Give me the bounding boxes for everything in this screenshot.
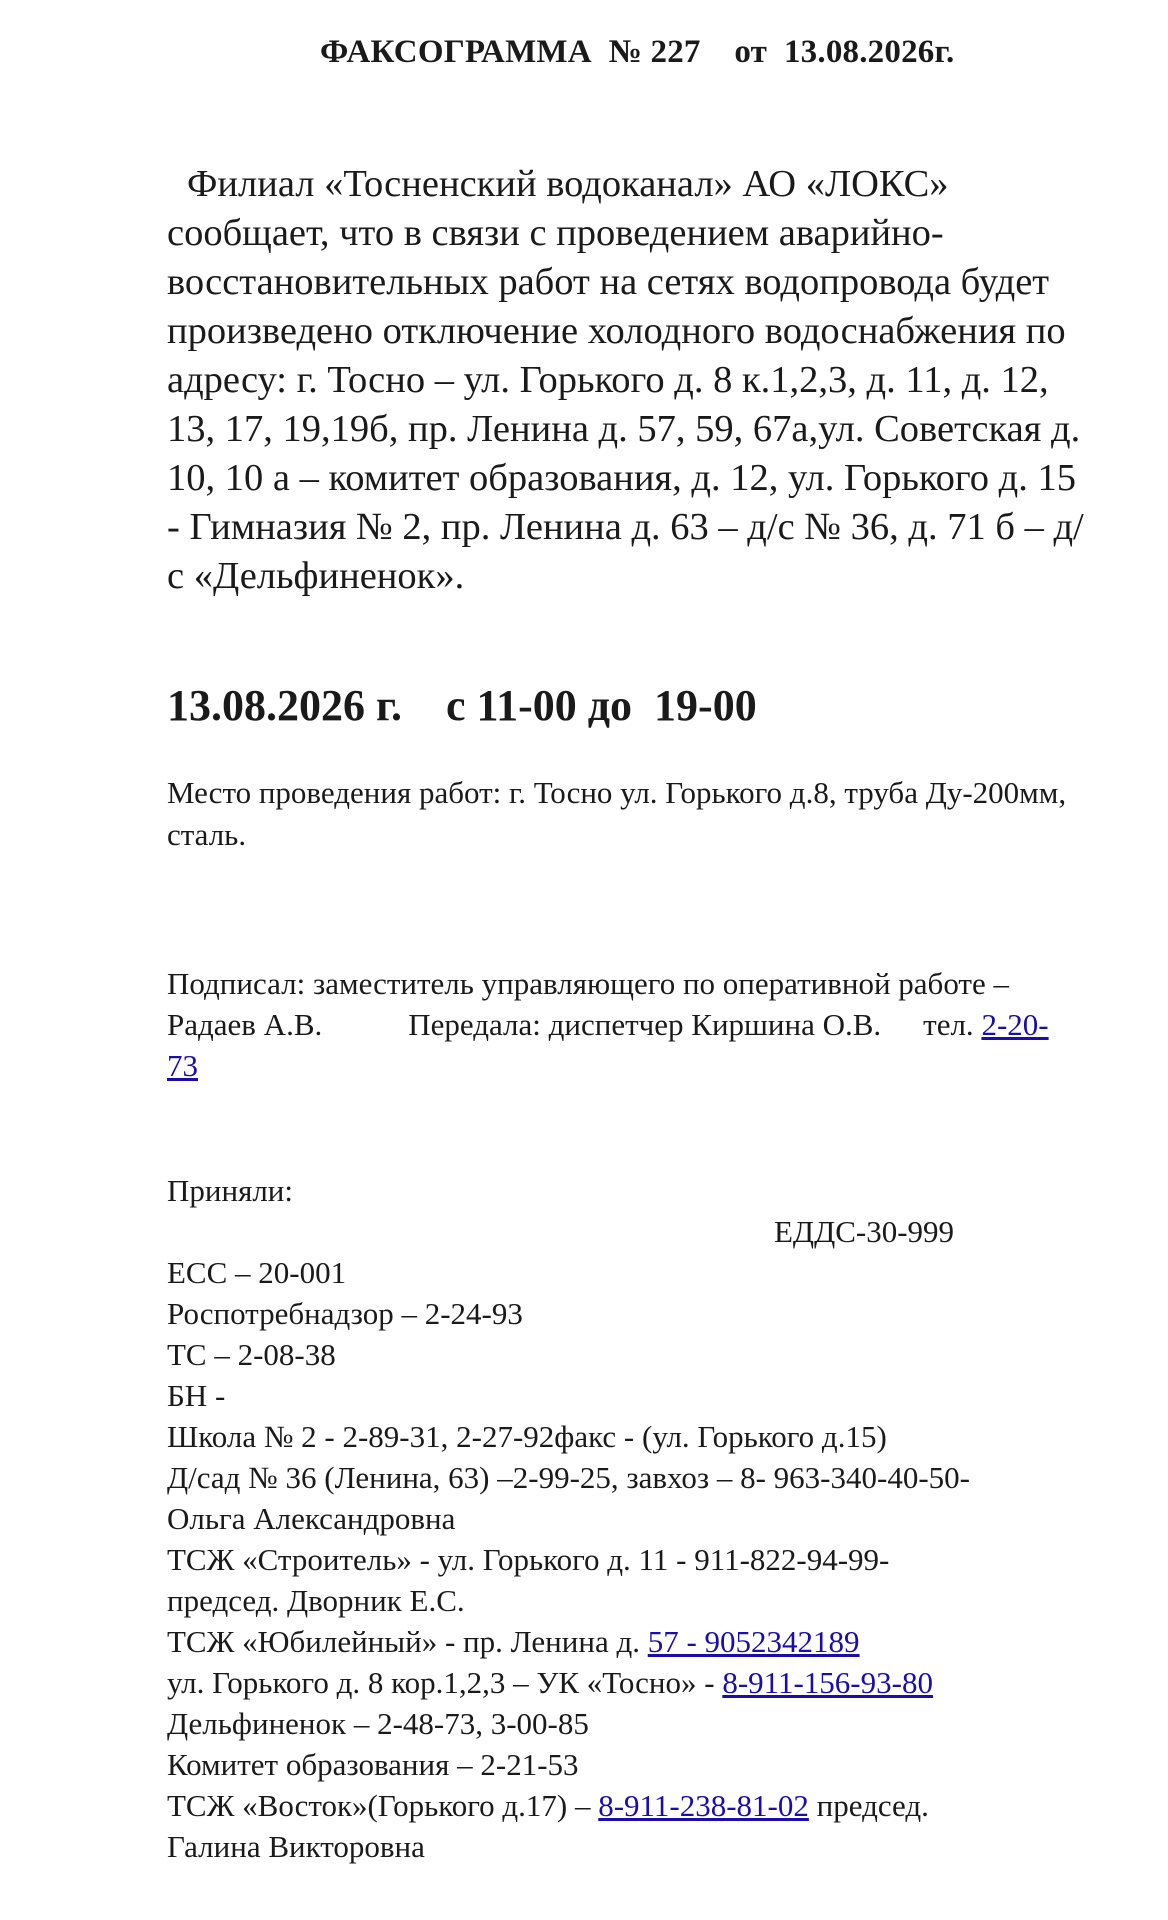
- contact-line: Д/сад № 36 (Ленина, 63) –2-99-25, завхоз – 8- 963-340-40-50-: [167, 1460, 970, 1495]
- yubileyny-phone-link[interactable]: 57 - 9052342189: [647, 1624, 860, 1659]
- dispatcher-phone-link[interactable]: 2-20-73: [167, 1007, 1049, 1083]
- outage-schedule: [167, 680, 757, 731]
- signature-block: [167, 963, 1067, 1086]
- fax-title: ФАКСОГРАММА № 227 от 13.08.2026г.: [320, 34, 955, 70]
- contact-line: Комитет образования – 2-21-53: [167, 1747, 579, 1782]
- contact-line: ТСЖ «Строитель» - ул. Горького д. 11 - 911-822-94-99-: [167, 1542, 890, 1577]
- contact-line: Роспотребнадзор – 2-24-93: [167, 1296, 523, 1331]
- contact-line-vostok: [167, 1785, 1097, 1826]
- vostok-phone-link[interactable]: 8-911-238-81-02: [598, 1788, 809, 1823]
- contact-line: Дельфиненок – 2-48-73, 3-00-85: [167, 1706, 589, 1741]
- contact-line: председ. Дворник Е.С.: [167, 1583, 465, 1618]
- vostok-after: председ.: [816, 1788, 929, 1823]
- contacts-list: [167, 1252, 1097, 1867]
- uk-tosno-phone-link[interactable]: 8-911-156-93-80: [722, 1665, 933, 1700]
- contact-line-yubileyny: [167, 1621, 1097, 1662]
- contact-line: ТС – 2-08-38: [167, 1337, 336, 1372]
- work-place: Место проведения работ: г. Тосно ул. Горького д.8, труба Ду-200мм, сталь.: [167, 775, 1067, 852]
- edds-contact: ЕДДС-30-999: [774, 1214, 955, 1249]
- contact-line: Ольга Александровна: [167, 1501, 456, 1536]
- contact-line: БН -: [167, 1378, 226, 1413]
- message-text: Филиал «Тосненский водоканал» АО «ЛОКС» сообщает, что в связи с проведением аварийно-восстановительных работ на сетях водопровода будет произведено отключение холодного водоснабжения по адресу: г. Тосно – ул. Горького д. 8 к.1,2,3, д. 11, д. 12, 13, 17, 19,19б, пр. Ленина д. 57, 59, 67а,ул. Советская д. 10, 10 а – комитет образования, д. 12, ул. Горького д. 15 - Гимназия № 2, пр. Ленина д. 63 – д/с № 36, д. 71 б – д/с «Дельфиненок».: [167, 163, 1084, 597]
- contact-line-gorkogo: [167, 1662, 1097, 1703]
- signed-by: Подписал: заместитель управляющего по оперативной работе – Радаев А.В.: [167, 966, 1009, 1042]
- phone-label: тел.: [923, 1007, 974, 1042]
- message-body: [167, 160, 1087, 601]
- yubileyny-text: ТСЖ «Юбилейный» - пр. Ленина д.: [167, 1624, 640, 1659]
- contact-line: Галина Викторовна: [167, 1829, 425, 1864]
- received-label: Приняли:: [167, 1173, 293, 1208]
- outage-date: 13.08.2026 г.: [167, 681, 403, 730]
- transmitted-by: Передала: диспетчер Киршина О.В.: [408, 1007, 882, 1042]
- vostok-text: ТСЖ «Восток»(Горького д.17) –: [167, 1788, 591, 1823]
- contact-line: ЕСС – 20-001: [167, 1255, 347, 1290]
- contact-line: Школа № 2 - 2-89-31, 2-27-92факс - (ул. Горького д.15): [167, 1419, 887, 1454]
- outage-time: с 11-00 до 19-00: [446, 681, 757, 730]
- gorkogo-text: ул. Горького д. 8 кор.1,2,3 – УК «Тосно» -: [167, 1665, 715, 1700]
